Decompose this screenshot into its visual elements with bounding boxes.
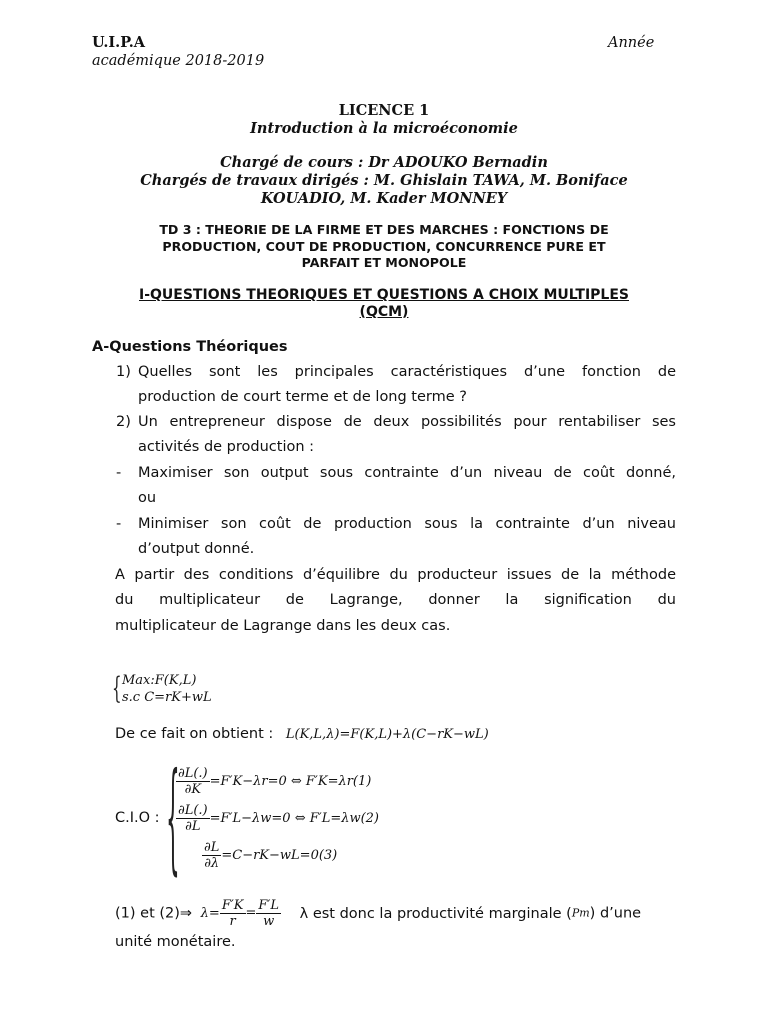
lagrangian-intro: De ce fait on obtient : [115, 726, 274, 742]
course-title: Introduction à la microéconomie [250, 120, 518, 137]
eq3-fraction [202, 840, 221, 871]
academic-year: académique 2018-2019 [92, 53, 265, 69]
cio-label: C.I.O : [115, 810, 160, 826]
system-line-1: Max:F(K,L) [122, 673, 197, 688]
conclusion-fraction-1 [220, 898, 246, 929]
conclusion-line-1 [115, 898, 676, 929]
question-2-number: 2) [116, 414, 131, 430]
question-2-line-1: Un entrepreneur dispose de deux possibilités pour rentabiliser ses [138, 414, 676, 430]
paragraph-line-1: A partir des conditions d’équilibre du producteur issues de la méthode [115, 567, 676, 583]
course-block [92, 102, 676, 138]
f1-denominator: r [229, 914, 236, 929]
institution-name: U.I.P.A [92, 34, 145, 51]
option-2-dash: - [116, 516, 122, 532]
system-line-2: s.c C=rK+wL [122, 690, 212, 705]
header-left [92, 34, 264, 70]
f1-numerator: F′K [221, 898, 244, 913]
td-title-line-3: PARFAIT ET MONOPOLE [301, 255, 467, 270]
lecturer: Chargé de cours : Dr ADOUKO Bernadin [220, 154, 548, 171]
eq1-rest: =F′K−λr=0 ⇔ F′K=λr(1) [209, 774, 372, 789]
td-title-line-1: TD 3 : THEORIE DE LA FIRME ET DES MARCHES : FONCTIONS DE [159, 222, 609, 237]
option-1-line-1: Maximiser son output sous contrainte d’un niveau de coût donné, [138, 465, 676, 481]
lagrangian-line [115, 724, 489, 745]
conclusion-line-2: unité monétaire. [115, 934, 236, 950]
eq3-numerator: ∂L [204, 840, 220, 855]
paragraph-line-3: multiplicateur de Lagrange dans les deux cas. [115, 618, 451, 634]
lagrangian-formula: L(K,L,λ)=F(K,L)+λ(C−rK−wL) [285, 727, 489, 742]
section-a-heading: A-Questions Théoriques [92, 339, 288, 355]
conclusion-text-2: ) d’une [589, 905, 642, 922]
eq3-denominator: ∂λ [204, 856, 220, 871]
eq2-numerator: ∂L(.) [178, 803, 208, 818]
option-2-line-1: Minimiser son coût de production sous la contrainte d’un niveau [138, 516, 676, 532]
section-1-line-2: (QCM) [359, 304, 409, 320]
eq1-denominator: ∂K [184, 782, 202, 797]
tutors-line-2: KOUADIO, M. Kader MONNEY [260, 190, 508, 207]
section-1-line-1: I-QUESTIONS THEORIQUES ET QUESTIONS A CHOIX MULTIPLES [139, 287, 629, 303]
option-2-line-2: d’output donné. [138, 541, 255, 557]
question-1-number: 1) [116, 364, 131, 380]
staff-block [92, 154, 676, 208]
conclusion-pm: Pm [571, 906, 590, 920]
eq1-numerator: ∂L(.) [178, 766, 208, 781]
question-1-line-2: production de court terme et de long terme ? [138, 389, 467, 405]
conclusion-lambda: λ= [200, 905, 220, 921]
conclusion-fraction-2 [256, 898, 281, 929]
tutors-line-1: Chargés de travaux dirigés : M. Ghislain TAWA, M. Boniface [140, 172, 628, 189]
cio-brace: { [166, 748, 180, 887]
td-title [92, 222, 676, 272]
eq1-fraction [176, 766, 210, 797]
option-1-dash: - [116, 465, 122, 481]
question-2-line-2: activités de production : [138, 439, 315, 455]
optimization-system [122, 672, 212, 706]
conclusion-text-1: λ est donc la productivité marginale ( [299, 905, 572, 922]
conclusion-prefix: (1) et (2)⇒ [115, 905, 193, 922]
cio-equation-3 [202, 840, 337, 871]
f2-numerator: F′L [258, 898, 280, 913]
eq2-rest: =F′L−λw=0 ⇔ F′L=λw(2) [209, 811, 379, 826]
question-1-line-1: Quelles sont les principales caractéristiques d’une fonction de [138, 364, 676, 380]
eq2-fraction [176, 803, 210, 834]
system-brace: { [112, 671, 122, 706]
f2-denominator: w [263, 914, 275, 929]
year-label: Année [608, 35, 655, 51]
cio-equation-2 [176, 803, 379, 834]
eq2-denominator: ∂L [185, 819, 201, 834]
conclusion-equals: = [245, 905, 257, 921]
section-1-heading [92, 287, 676, 321]
paragraph-line-2: du multiplicateur de Lagrange, donner la signification du [115, 592, 676, 608]
eq3-rest: =C−rK−wL=0(3) [221, 848, 338, 863]
course-level: LICENCE 1 [338, 102, 430, 119]
td-title-line-2: PRODUCTION, COUT DE PRODUCTION, CONCURRENCE PURE ET [162, 238, 606, 254]
option-1-line-2: ou [138, 490, 157, 506]
cio-equation-1 [176, 766, 371, 797]
